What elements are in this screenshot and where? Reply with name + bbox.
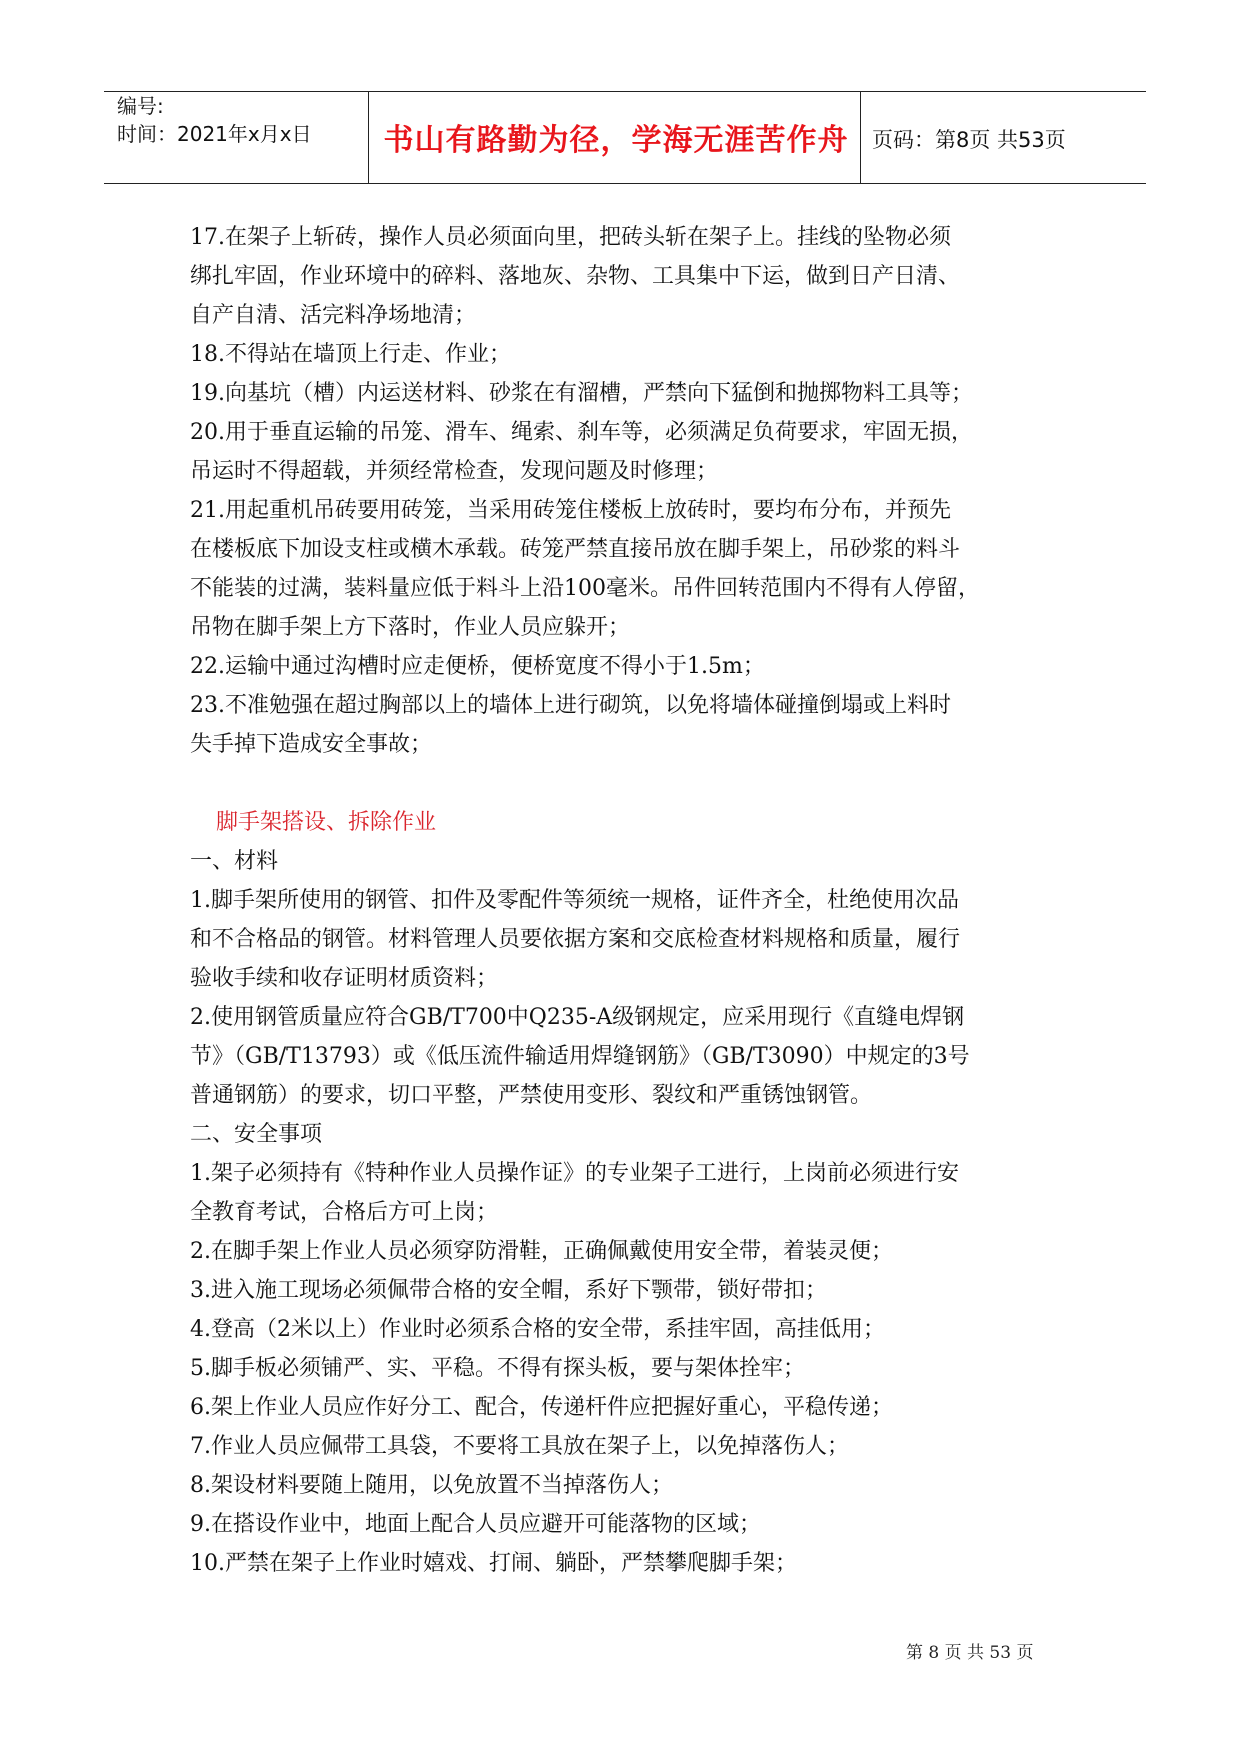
text-line: 3.进入施工现场必须佩带合格的安全帽，系好下颚带，锁好带扣； [190,1278,827,1303]
text-line: 自产自清、活完料净场地清； [190,303,477,328]
text-line: 1.脚手架所使用的钢管、扣件及零配件等须统一规格，证件齐全，杜绝使用次品 [190,888,959,913]
document-number-label: 编号: [117,94,164,118]
text-line: 19.向基坑（槽）内运送材料、砂浆在有溜槽，严禁向下猛倒和抛掷物料工具等； [190,381,973,406]
document-time: 时间：2021年x月x日 [117,122,312,146]
text-line: 和不合格品的钢管。材料管理人员要依据方案和交底检查材料规格和质量，履行 [190,927,961,952]
text-line: 10.严禁在架子上作业时嬉戏、打闹、躺卧，严禁攀爬脚手架； [190,1551,797,1576]
page-footer: 第 8 页 共 53 页 [906,1643,1034,1663]
text-line: 17.在架子上斩砖，操作人员必须面向里，把砖头斩在架子上。挂线的坠物必须 [190,225,951,250]
text-line: 不能装的过满，装料量应低于料斗上沿100毫米。吊件回转范围内不得有人停留， [190,576,980,601]
blank-line [190,764,1070,803]
text-line: 23.不准勉强在超过胸部以上的墙体上进行砌筑，以免将墙体碰撞倒塌或上料时 [190,693,951,718]
subsection-heading: 一、材料 [190,849,279,874]
text-line: 节》（GB/T13793）或《低压流件输适用焊缝钢筋》（GB/T3090）中规定的3号 [190,1044,970,1069]
header-bottom-rule [104,183,1146,184]
text-line: 8.架设材料要随上随用，以免放置不当掉落伤人； [190,1473,673,1498]
text-line: 绑扎牢固，作业环境中的碎料、落地灰、杂物、工具集中下运，做到日产日清、 [190,264,961,289]
header-motto: 书山有路勤为径，学海无涯苦作舟 [383,123,849,158]
text-line: 1.架子必须持有《特种作业人员操作证》的专业架子工进行，上岗前必须进行安 [190,1161,959,1186]
text-line: 6.架上作业人员应作好分工、配合，传递杆件应把握好重心，平稳传递； [190,1395,893,1420]
text-line: 失手掉下造成安全事故； [190,732,433,757]
subsection-heading: 二、安全事项 [190,1122,323,1147]
text-line: 7.作业人员应佩带工具袋，不要将工具放在架子上，以免掉落伤人； [190,1434,849,1459]
text-line: 18.不得站在墙顶上行走、作业； [190,342,511,367]
text-line: 验收手续和收存证明材质资料； [190,966,499,991]
text-line: 4.登高（2米以上）作业时必须系合格的安全带，系挂牢固，高挂低用； [190,1317,885,1342]
text-line: 2.使用钢管质量应符合GB/T700中Q235-A级钢规定，应采用现行《直缝电焊钢 [190,1005,965,1030]
text-line: 吊物在脚手架上方下落时，作业人员应躲开； [190,615,631,640]
header-meta [117,92,312,148]
text-line: 在楼板底下加设支柱或横木承载。砖笼严禁直接吊放在脚手架上，吊砂浆的料斗 [190,537,961,562]
text-line: 21.用起重机吊砖要用砖笼，当采用砖笼住楼板上放砖时，要均布分布，并预先 [190,498,951,523]
header-divider-right [860,91,861,183]
text-line: 5.脚手板必须铺严、实、平稳。不得有探头板，要与架体拴牢； [190,1356,805,1381]
text-line: 吊运时不得超载，并须经常检查，发现问题及时修理； [190,459,719,484]
text-line: 20.用于垂直运输的吊笼、滑车、绳索、刹车等，必须满足负荷要求，牢固无损， [190,420,973,445]
section-heading: 脚手架搭设、拆除作业 [216,810,437,835]
text-line: 2.在脚手架上作业人员必须穿防滑鞋，正确佩戴使用安全带，着装灵便； [190,1239,893,1264]
text-line: 22.运输中通过沟槽时应走便桥，便桥宽度不得小于1.5m； [190,654,765,679]
text-line: 9.在搭设作业中，地面上配合人员应避开可能落物的区域； [190,1512,761,1537]
header-divider-left [368,91,369,183]
header-page-info: 页码：第8页 共53页 [872,128,1066,152]
text-line: 全教育考试，合格后方可上岗； [190,1200,499,1225]
text-line: 普通钢筋）的要求，切口平整，严禁使用变形、裂纹和严重锈蚀钢管。 [190,1083,873,1108]
document-body [190,218,1070,1583]
